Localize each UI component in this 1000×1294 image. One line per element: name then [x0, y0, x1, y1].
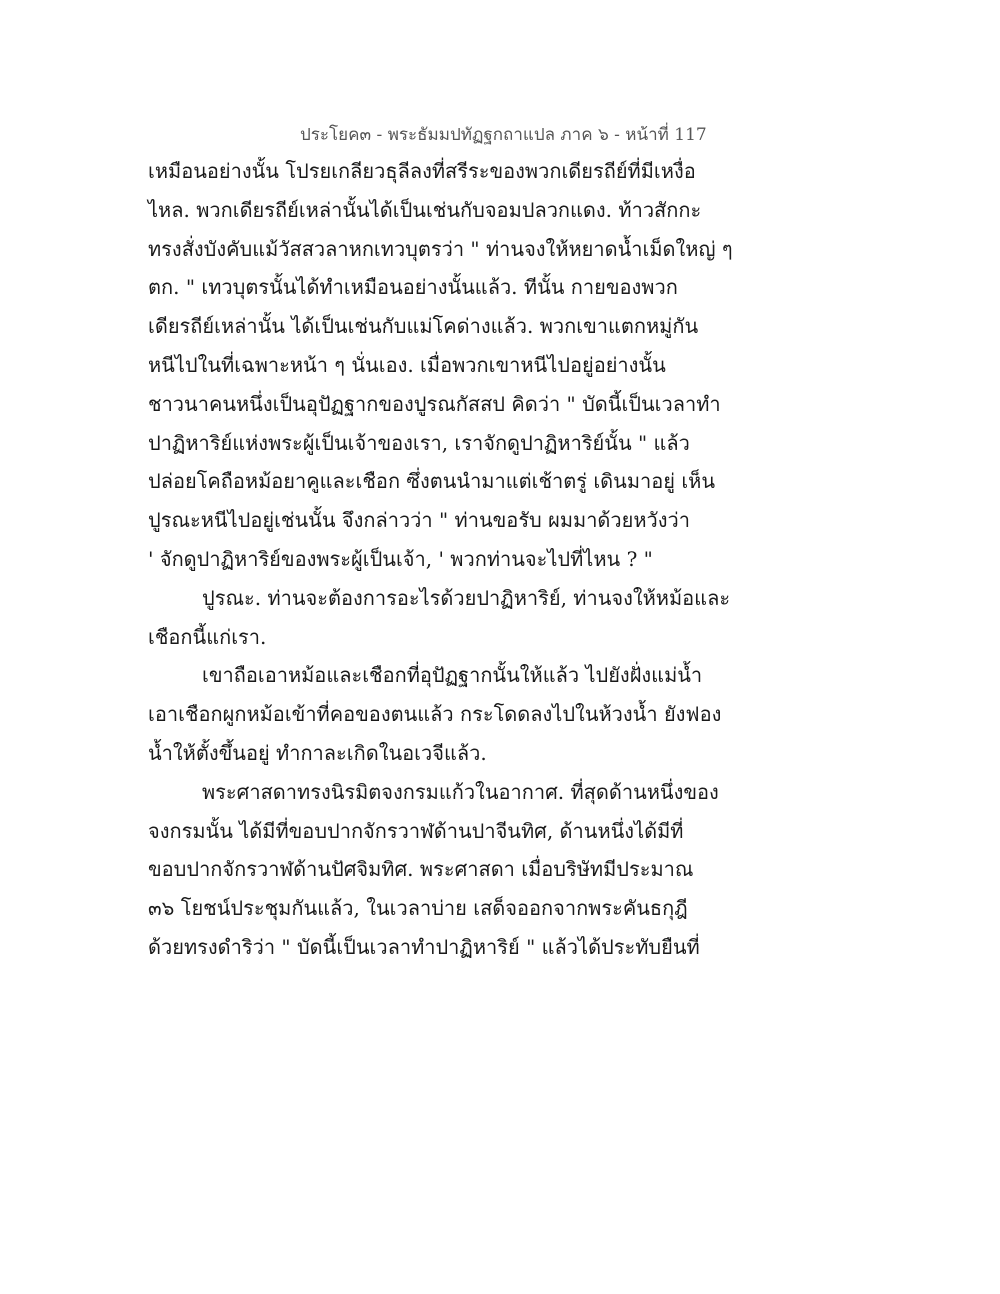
text-line: เอาเชือกผูกหม้อเข้าที่คอของตนแล้ว กระโดดลงไปในห้วงน้ำ ยังฟอง [148, 702, 722, 727]
text-line: ๓๖ โยชน์ประชุมกันแล้ว, ในเวลาบ่าย เสด็จออกจากพระคันธกุฎี [148, 896, 688, 921]
text-line: ' จักดูปาฏิหาริย์ของพระผู้เป็นเจ้า, ' พวกท่านจะไปที่ไหน ? " [148, 546, 653, 571]
text-line: ด้วยทรงดำริว่า " บัดนี้เป็นเวลาทำปาฏิหาริย์ " แล้วได้ประทับยืนที่ [148, 934, 700, 959]
text-line: ปูรณะหนีไปอยู่เช่นนั้น จึงกล่าวว่า " ท่านขอรับ ผมมาด้วยหวังว่า [148, 508, 691, 533]
text-line: น้ำให้ตั้งขึ้นอยู่ ทำกาละเกิดในอเวจีแล้ว. [148, 740, 487, 765]
body-text [148, 152, 733, 967]
text-line: ปล่อยโคถือหม้อยาคูและเชือก ซึ่งตนนำมาแต่เช้าตรู่ เดินมาอยู่ เห็น [148, 469, 716, 494]
text-line: ขอบปากจักรวาฬด้านปัศจิมทิศ. พระศาสดา เมื่อบริษัทมีประมาณ [148, 857, 694, 882]
paragraph-first-line: พระศาสดาทรงนิรมิตจงกรมแก้วในอากาศ. ที่สุดด้านหนึ่งของ [202, 779, 719, 804]
paragraph-first-line: ปูรณะ. ท่านจะต้องการอะไรด้วยปาฏิหาริย์, ท่านจงให้หม้อและ [202, 585, 731, 610]
text-line: เดียรถีย์เหล่านั้น ได้เป็นเช่นกับแม่โคด่างแล้ว. พวกเขาแตกหมู่กัน [148, 314, 699, 339]
running-header: ประโยค๓ - พระธัมมปทัฏฐกถาแปล ภาค ๖ - หน้าที่ 117 [300, 125, 707, 145]
text-line: ชาวนาคนหนึ่งเป็นอุปัฏฐากของปูรณกัสสป คิดว่า " บัดนี้เป็นเวลาทำ [148, 391, 721, 416]
text-line: หนีไปในที่เฉพาะหน้า ๆ นั่นเอง. เมื่อพวกเขาหนีไปอยู่อย่างนั้น [148, 352, 666, 377]
text-line: ปาฏิหาริย์แห่งพระผู้เป็นเจ้าของเรา, เราจักดูปาฏิหาริย์นั้น " แล้ว [148, 430, 690, 455]
text-line: ไหล. พวกเดียรถีย์เหล่านั้นได้เป็นเช่นกับจอมปลวกแดง. ท้าวสักกะ [148, 197, 702, 222]
text-line: เชือกนี้แก่เรา. [148, 624, 267, 649]
text-line: ตก. " เทวบุตรนั้นได้ทำเหมือนอย่างนั้นแล้ว. ทีนั้น กายของพวก [148, 275, 678, 300]
paragraph-first-line: เขาถือเอาหม้อและเชือกที่อุปัฏฐากนั้นให้แล้ว ไปยังฝั่งแม่น้ำ [202, 663, 703, 688]
text-line: เหมือนอย่างนั้น โปรยเกลียวธุลีลงที่สรีระของพวกเดียรถีย์ที่มีเหงื่อ [148, 159, 696, 183]
text-line: ทรงสั่งบังคับแม้วัสสวลาหกเทวบุตรว่า " ท่านจงให้หยาดน้ำเม็ดใหญ่ ๆ [148, 236, 733, 261]
text-line: จงกรมนั้น ได้มีที่ขอบปากจักรวาฬด้านปาจีนทิศ, ด้านหนึ่งได้มีที่ [148, 818, 684, 843]
